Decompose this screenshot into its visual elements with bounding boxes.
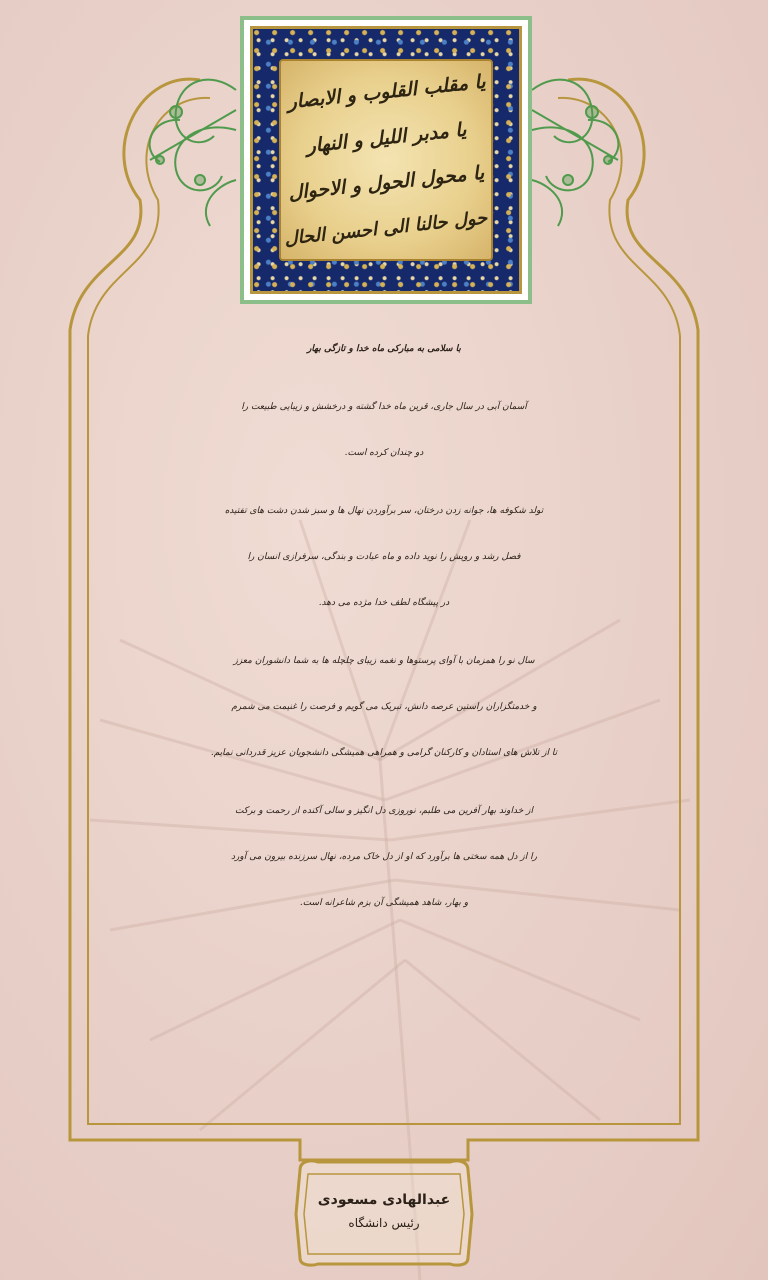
calligraphy-card — [279, 59, 493, 261]
signatory-name: عبدالهادی مسعودی — [317, 1192, 451, 1208]
letter-line: و خدمتگزاران راستین عرصه دانش، تبریک می گویم و فرصت را غنیمت می شمرم — [231, 702, 537, 712]
letter-line: تولد شکوفه ها، جوانه زدن درختان، سر برآوردن نهال ها و سبز شدن دشت های تفتیده — [224, 506, 544, 516]
letter-line: آسمان آبی در سال جاری، قرین ماه خدا گشته و درخشش و زیبایی طبیعت را — [241, 402, 527, 412]
calligraphy-line: حول حالنا الی احسن الحال — [283, 207, 489, 250]
calligraphy-line: یا مقلب القلوب و الابصار — [285, 70, 487, 114]
left-ornament — [150, 80, 236, 226]
letter-line: را از دل همه سختی ها برآورد که او از دل خاک مرده، نهال سرزنده بیرون می آورد — [231, 852, 537, 862]
calligraphy-line: یا مدبر اللیل و النهار — [304, 118, 468, 157]
letter-line: و بهار، شاهد همیشگی آن بزم شاعرانه است. — [299, 898, 469, 908]
signatory-title: رئیس دانشگاه — [348, 1216, 420, 1230]
letter-line: سال نو را همزمان با آوای پرستوها و نغمه زیبای چلچله ها به شما دانشوران معزز — [233, 656, 535, 666]
signature-cartouche — [300, 1166, 468, 1256]
letter-line: در پیشگاه لطف خدا مژده می دهد. — [318, 598, 450, 608]
greeting-line: با سلامی به مبارکی ماه خدا و تازگی بهار — [307, 344, 461, 354]
calligraphy-tile-panel — [240, 16, 532, 304]
letter-body — [84, 326, 684, 926]
letter-line: تا از تلاش های استادان و کارکنان گرامی و همراهی همیشگی دانشجویان عزیز قدردانی نمایم. — [210, 748, 558, 758]
letter-line: فصل رشد و رویش را نوید داده و ماه عبادت و بندگی، سرفرازی انسان را — [247, 552, 521, 562]
calligraphy-line: یا محول الحول و الاحوال — [287, 162, 485, 205]
letter-line: از خداوند بهار آفرین می طلبم، نوروزی دل انگیز و سالی آکنده از رحمت و برکت — [234, 806, 534, 816]
letter-line: دو چندان کرده است. — [344, 448, 424, 458]
right-ornament — [532, 80, 618, 226]
tile-pattern-border — [250, 26, 522, 294]
